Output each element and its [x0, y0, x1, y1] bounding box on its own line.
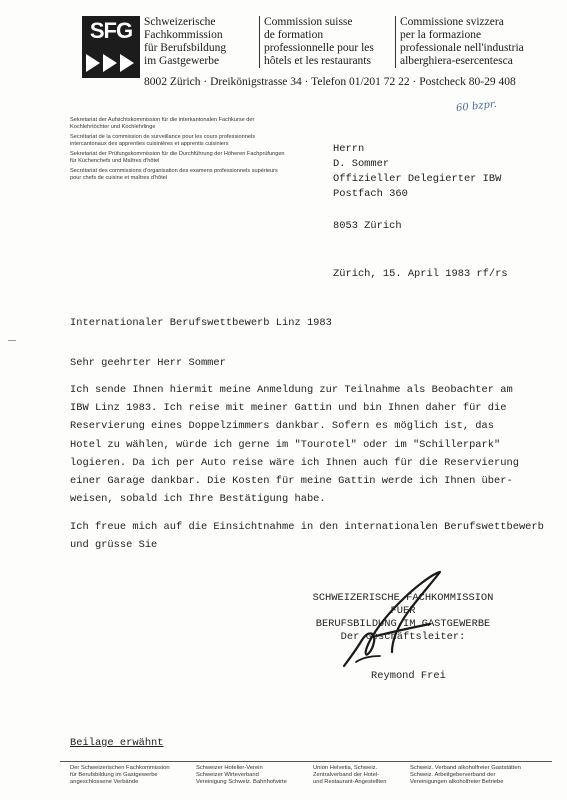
header-line: Schweizerische	[144, 16, 216, 28]
body-line: Reservierung eines Doppelzimmers dankbar. Sofern es möglich ist, das	[70, 420, 495, 433]
header-line: Commissione svizzera	[400, 16, 504, 28]
footer-col-2	[196, 765, 287, 787]
footer-line: Schweizer Hotelier-Verein	[196, 765, 263, 771]
header-line: professionale nell'industria	[400, 42, 524, 54]
body-line: Hotel zu wählen, würde ich gerne im "Tourotel" oder im "Schillerpark"	[70, 438, 501, 451]
secretariat-line: Sekretariat der Aufsichtskommission für die interkantonalen Fachkurse der Kochlehrtöchter und Kochlehrlinge	[70, 117, 255, 130]
body-line: logieren. Da ich per Auto reise wäre ich Ihnen auch für die Reservierung	[70, 456, 519, 469]
header-french	[259, 16, 374, 68]
logo-arrows-icon	[84, 52, 138, 74]
enclosure-note: Beilage erwähnt	[70, 737, 164, 749]
signature-line: SCHWEIZERISCHE FACHKOMMISSION FUER	[312, 592, 494, 617]
footer-line: für Berufsbildung im Gastgewerbe	[70, 772, 158, 779]
footer-col-4	[410, 765, 521, 787]
body-line: IBW Linz 1983. Ich reise mit meiner Gattin und bin Ihnen daher für die	[70, 402, 507, 415]
signature-line: BERUFSBILDUNG IM GASTGEWERBE	[315, 618, 491, 630]
secretariat-block	[70, 117, 285, 185]
header-line: im Gastgewerbe	[144, 55, 220, 67]
body-line: Ich sende Ihnen hiermit meine Anmeldung zur Teilnahme als Beobachter am	[70, 384, 513, 396]
footer-line: Union Helvetia, Schweiz.	[313, 765, 378, 771]
header-line: Commission suisse	[264, 16, 353, 28]
footer-line: und Restaurant-Angestellten	[313, 779, 387, 786]
handwritten-signature	[336, 566, 456, 676]
footer-line: Schweiz. Arbeitgeberverband der	[410, 772, 496, 779]
body-line: und grüsse Sie	[70, 539, 158, 552]
secretariat-line: Secrétariat de la commission de surveillance pour les cours professionnels intercantonaux des apprenties cuisinières et apprentis cuisiniers	[70, 134, 255, 147]
footer-line: angeschlossene Verbände	[70, 779, 139, 786]
salutation: Sehr geehrter Herr Sommer	[70, 357, 226, 369]
subject-line: Internationaler Berufswettbewerb Linz 1983	[70, 317, 332, 329]
recipient-address	[333, 142, 501, 234]
signer-name: Reymond Frei	[371, 670, 446, 682]
footer-line: Schweizer Wirteverband	[196, 772, 259, 779]
recipient-line: D. Sommer	[333, 158, 390, 170]
body-line: Ich freue mich auf die Einsichtnahme in den internationalen Berufswettbewerb	[70, 521, 544, 533]
footer-line: Zentralverband der Hotel-	[313, 772, 380, 779]
secretariat-line: Sekretariat der Prüfungskommission für die Durchführung der Höheren Fachprüfungen für Küchenchefs und Maîtres d'hôtel	[70, 151, 285, 164]
recipient-line: Postfach 360	[333, 188, 408, 200]
body-line: weisen, sobald ich Ihre Bestätigung habe.	[70, 493, 326, 506]
header-line: Fachkommission	[144, 29, 223, 41]
footer-line: Der Schweizerischen Fachkommission	[70, 765, 170, 771]
body-paragraph-2	[70, 518, 544, 554]
fold-mark	[8, 340, 16, 341]
footer-col-3	[313, 765, 386, 787]
header-line: für Berufsbildung	[144, 42, 227, 54]
header-line: de formation	[264, 29, 324, 41]
date-line: Zürich, 15. April 1983 rf/rs	[333, 268, 508, 280]
footer-divider	[60, 761, 552, 762]
header-line: professionnelle pour les	[264, 42, 374, 54]
recipient-line: Herrn	[333, 143, 365, 155]
body-paragraph-1	[70, 381, 519, 508]
header-line: hôtels et les restaurants	[264, 55, 371, 67]
header-line: alberghiera-esercentesca	[400, 55, 513, 67]
body-line: einer Garage dankbar. Die Kosten für meine Gattin werde ich Ihnen über-	[70, 475, 513, 488]
handwritten-note: 60 bzpr.	[455, 98, 498, 115]
signature-line: Der Geschäftsleiter:	[340, 631, 466, 643]
footer-line: Vereinigungen alkoholfreier Betriebe	[410, 779, 504, 786]
footer-line: Schweiz. Verband alkoholfreier Gaststätten	[410, 765, 521, 771]
footer-line: Vereinigung Schweiz. Bahnhofwirte	[196, 779, 287, 786]
sfg-logo	[82, 16, 140, 78]
recipient-line: Offizieller Delegierter IBW	[333, 173, 502, 185]
header-italian	[395, 16, 524, 68]
sender-address: 8002 Zürich · Dreikönigstrasse 34 · Telefon 01/201 72 22 · Postcheck 80-29 408	[144, 76, 516, 88]
header-line: per la formazione	[400, 29, 482, 41]
header-german	[144, 16, 226, 68]
recipient-city: 8053 Zürich	[333, 220, 402, 232]
footer-col-1	[70, 765, 170, 787]
logo-text: SFG	[89, 18, 133, 43]
secretariat-line: Secrétariat des commissions d'organisation des examens professionnels supérieurs pour chefs de cuisine et maîtres d'hôtel	[70, 168, 278, 181]
